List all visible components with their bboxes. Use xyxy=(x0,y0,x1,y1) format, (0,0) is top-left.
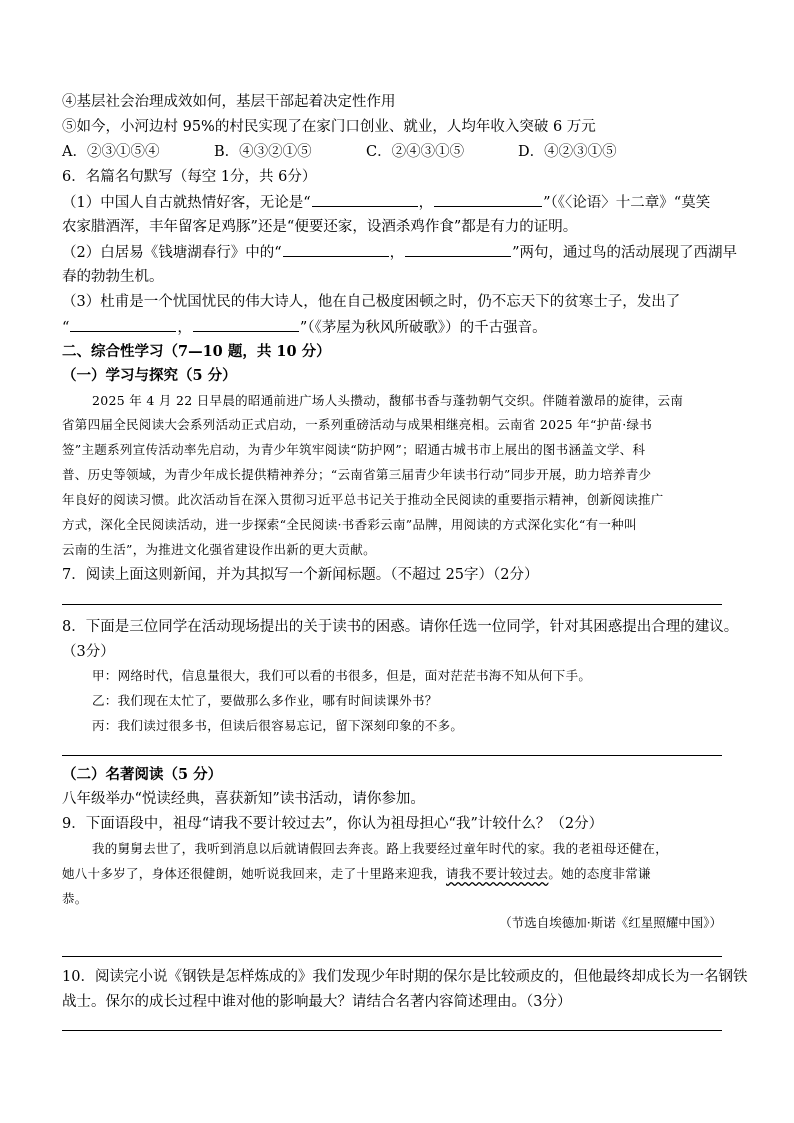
q8-score: （3分） xyxy=(62,644,115,660)
q6-part2-line1 xyxy=(62,242,737,263)
q9-answer-line[interactable] xyxy=(62,956,722,957)
q8-answer-line[interactable] xyxy=(62,755,722,756)
q10-prompt-line-2: 战士。保尔的成长过程中谁对他的影响最大？请结合名著内容简述理由。（3分） xyxy=(62,994,572,1010)
q6-p1-text-b: ， xyxy=(418,195,434,211)
q6-heading: 6．名篇名句默写（每空 1分，共 6分） xyxy=(62,169,317,185)
q8-student-jia: 甲：网络时代，信息量很大，我们可以看的书很多，但是，面对茫茫书海不知从何下手。 xyxy=(92,668,592,683)
excerpt-line-2 xyxy=(62,864,651,884)
q6-p2-text-b: ， xyxy=(389,245,405,261)
excerpt-source: （节选自埃德加·斯诺《红星照耀中国》） xyxy=(499,915,722,930)
q5-item-5: ⑤如今，小河边村 95%的村民实现了在家门口创业、就业，人均年收入突破 6 万元 xyxy=(62,119,596,135)
news-line-4: 普、历史等领域，为青少年成长提供精神养分；“云南省第三届青少年读书行动”同步开展，助力培养青少 xyxy=(62,467,652,482)
q6-blank-4[interactable] xyxy=(405,242,511,257)
news-line-1: 2025 年 4 月 22 日早晨的昭通前进广场人头攒动，馥郁书香与蓬勃朝气交织。伴随着激昂的旋律，云南 xyxy=(92,393,684,408)
q6-blank-3[interactable] xyxy=(283,242,389,257)
news-line-7: 云南的生活”，为推进文化强省建设作出新的更大贡献。 xyxy=(62,542,376,557)
q7-prompt: 7．阅读上面这则新闻，并为其拟写一个新闻标题。（不超过 25字）（2分） xyxy=(62,567,539,583)
q6-p2-text-c: ”两句，通过鸟的活动展现了西湖早 xyxy=(512,245,738,261)
q6-part3-line2 xyxy=(62,317,547,338)
q6-part3-line1: （3）杜甫是一个忧国忧民的伟大诗人，他在自己极度困顿之时，仍不忘天下的贫寒士子，发出了 xyxy=(62,294,681,310)
q6-blank-1[interactable] xyxy=(312,192,418,207)
excerpt-line-3: 恭。 xyxy=(62,891,88,906)
q7-answer-line[interactable] xyxy=(62,604,722,605)
subsection-1-title: （一）学习与探究（5 分） xyxy=(62,367,237,384)
news-line-3: 签”主题系列宣传活动率先启动，为青少年筑牢阅读“防护网”；昭通古城书市上展出的图书涵盖文学、科 xyxy=(62,442,646,457)
q5-option-c[interactable]: C．②④③①⑤ xyxy=(366,144,465,160)
excerpt-wavy-phrase: 请我不要计较过去 xyxy=(446,866,549,881)
q8-student-yi: 乙：我们现在太忙了，要做那么多作业，哪有时间读课外书？ xyxy=(92,693,438,708)
q9-prompt: 9．下面语段中，祖母“请我不要计较过去”，你认为祖母担心“我”计较什么？（2分） xyxy=(62,816,604,832)
q6-p1-text-c: ”（《〈论语〉十二章》“莫笑 xyxy=(543,195,711,211)
q8-prompt: 8．下面是三位同学在活动现场提出的关于读书的困惑。请你任选一位同学，针对其困惑提出合理的建议。 xyxy=(62,619,739,635)
q5-option-d[interactable]: D．④②③①⑤ xyxy=(518,144,617,160)
q6-p3-text-b: “ xyxy=(62,320,70,336)
q6-blank-6[interactable] xyxy=(193,317,299,332)
section-2-title: 二、综合性学习（7—10 题，共 10 分） xyxy=(62,343,331,360)
q5-options xyxy=(62,142,617,162)
excerpt-text-c: 。她的态度非常谦 xyxy=(548,866,651,881)
q6-part1-line1 xyxy=(62,192,710,213)
excerpt-line-1: 我的舅舅去世了，我听到消息以后就请假回去奔丧。路上我要经过童年时代的家。我的老祖母还健在， xyxy=(92,841,669,856)
news-line-2: 省第四届全民阅读大会系列活动正式启动，一系列重磅活动与成果相继亮相。云南省 2025 年“护苗·绿书 xyxy=(62,417,653,432)
q8-student-bing: 丙：我们读过很多书，但读后很容易忘记，留下深刻印象的不多。 xyxy=(92,718,464,733)
reading-activity-intro: 八年级举办“悦读经典，喜获新知”读书活动，请你参加。 xyxy=(62,791,425,807)
q6-p1-text-a: （1）中国人自古就热情好客，无论是“ xyxy=(62,195,311,211)
q6-p3-text-d: ”（《茅屋为秋风所破歌》）的千古强音。 xyxy=(299,320,547,336)
q6-blank-2[interactable] xyxy=(434,192,542,207)
q10-prompt-line-1: 10．阅读完小说《钢铁是怎样炼成的》我们发现少年时期的保尔是比较顽皮的，但他最终却成长为一名钢铁 xyxy=(62,969,748,985)
q6-p3-text-c: ， xyxy=(177,320,192,336)
subsection-2-title: （二）名著阅读（5 分） xyxy=(62,766,223,783)
q5-option-a[interactable]: A．②③①⑤④ xyxy=(62,144,160,160)
excerpt-text-a: 她八十多岁了，身体还很健朗，她听说我回来，走了十里路来迎我， xyxy=(62,866,447,881)
q6-part1-line2: 农家腊酒浑，丰年留客足鸡豚”还是“便要还家，设酒杀鸡作食”都是有力的证明。 xyxy=(62,219,578,235)
news-line-5: 年良好的阅读习惯。此次活动旨在深入贯彻习近平总书记关于推动全民阅读的重要指示精神，创新阅读推广 xyxy=(62,492,664,507)
q5-item-4: ④基层社会治理成效如何，基层干部起着决定性作用 xyxy=(62,94,396,110)
q6-blank-5[interactable] xyxy=(70,317,176,332)
q6-part2-line2: 春的勃勃生机。 xyxy=(62,269,164,285)
news-line-6: 方式，深化全民阅读活动，进一步探索“全民阅读·书香彩云南”品牌，用阅读的方式深化实化“有一种叫 xyxy=(62,517,637,532)
q5-option-b[interactable]: B．④③②①⑤ xyxy=(214,144,312,160)
q6-p2-text-a: （2）白居易《钱塘湖春行》中的“ xyxy=(62,245,282,261)
q10-answer-line[interactable] xyxy=(62,1030,722,1031)
